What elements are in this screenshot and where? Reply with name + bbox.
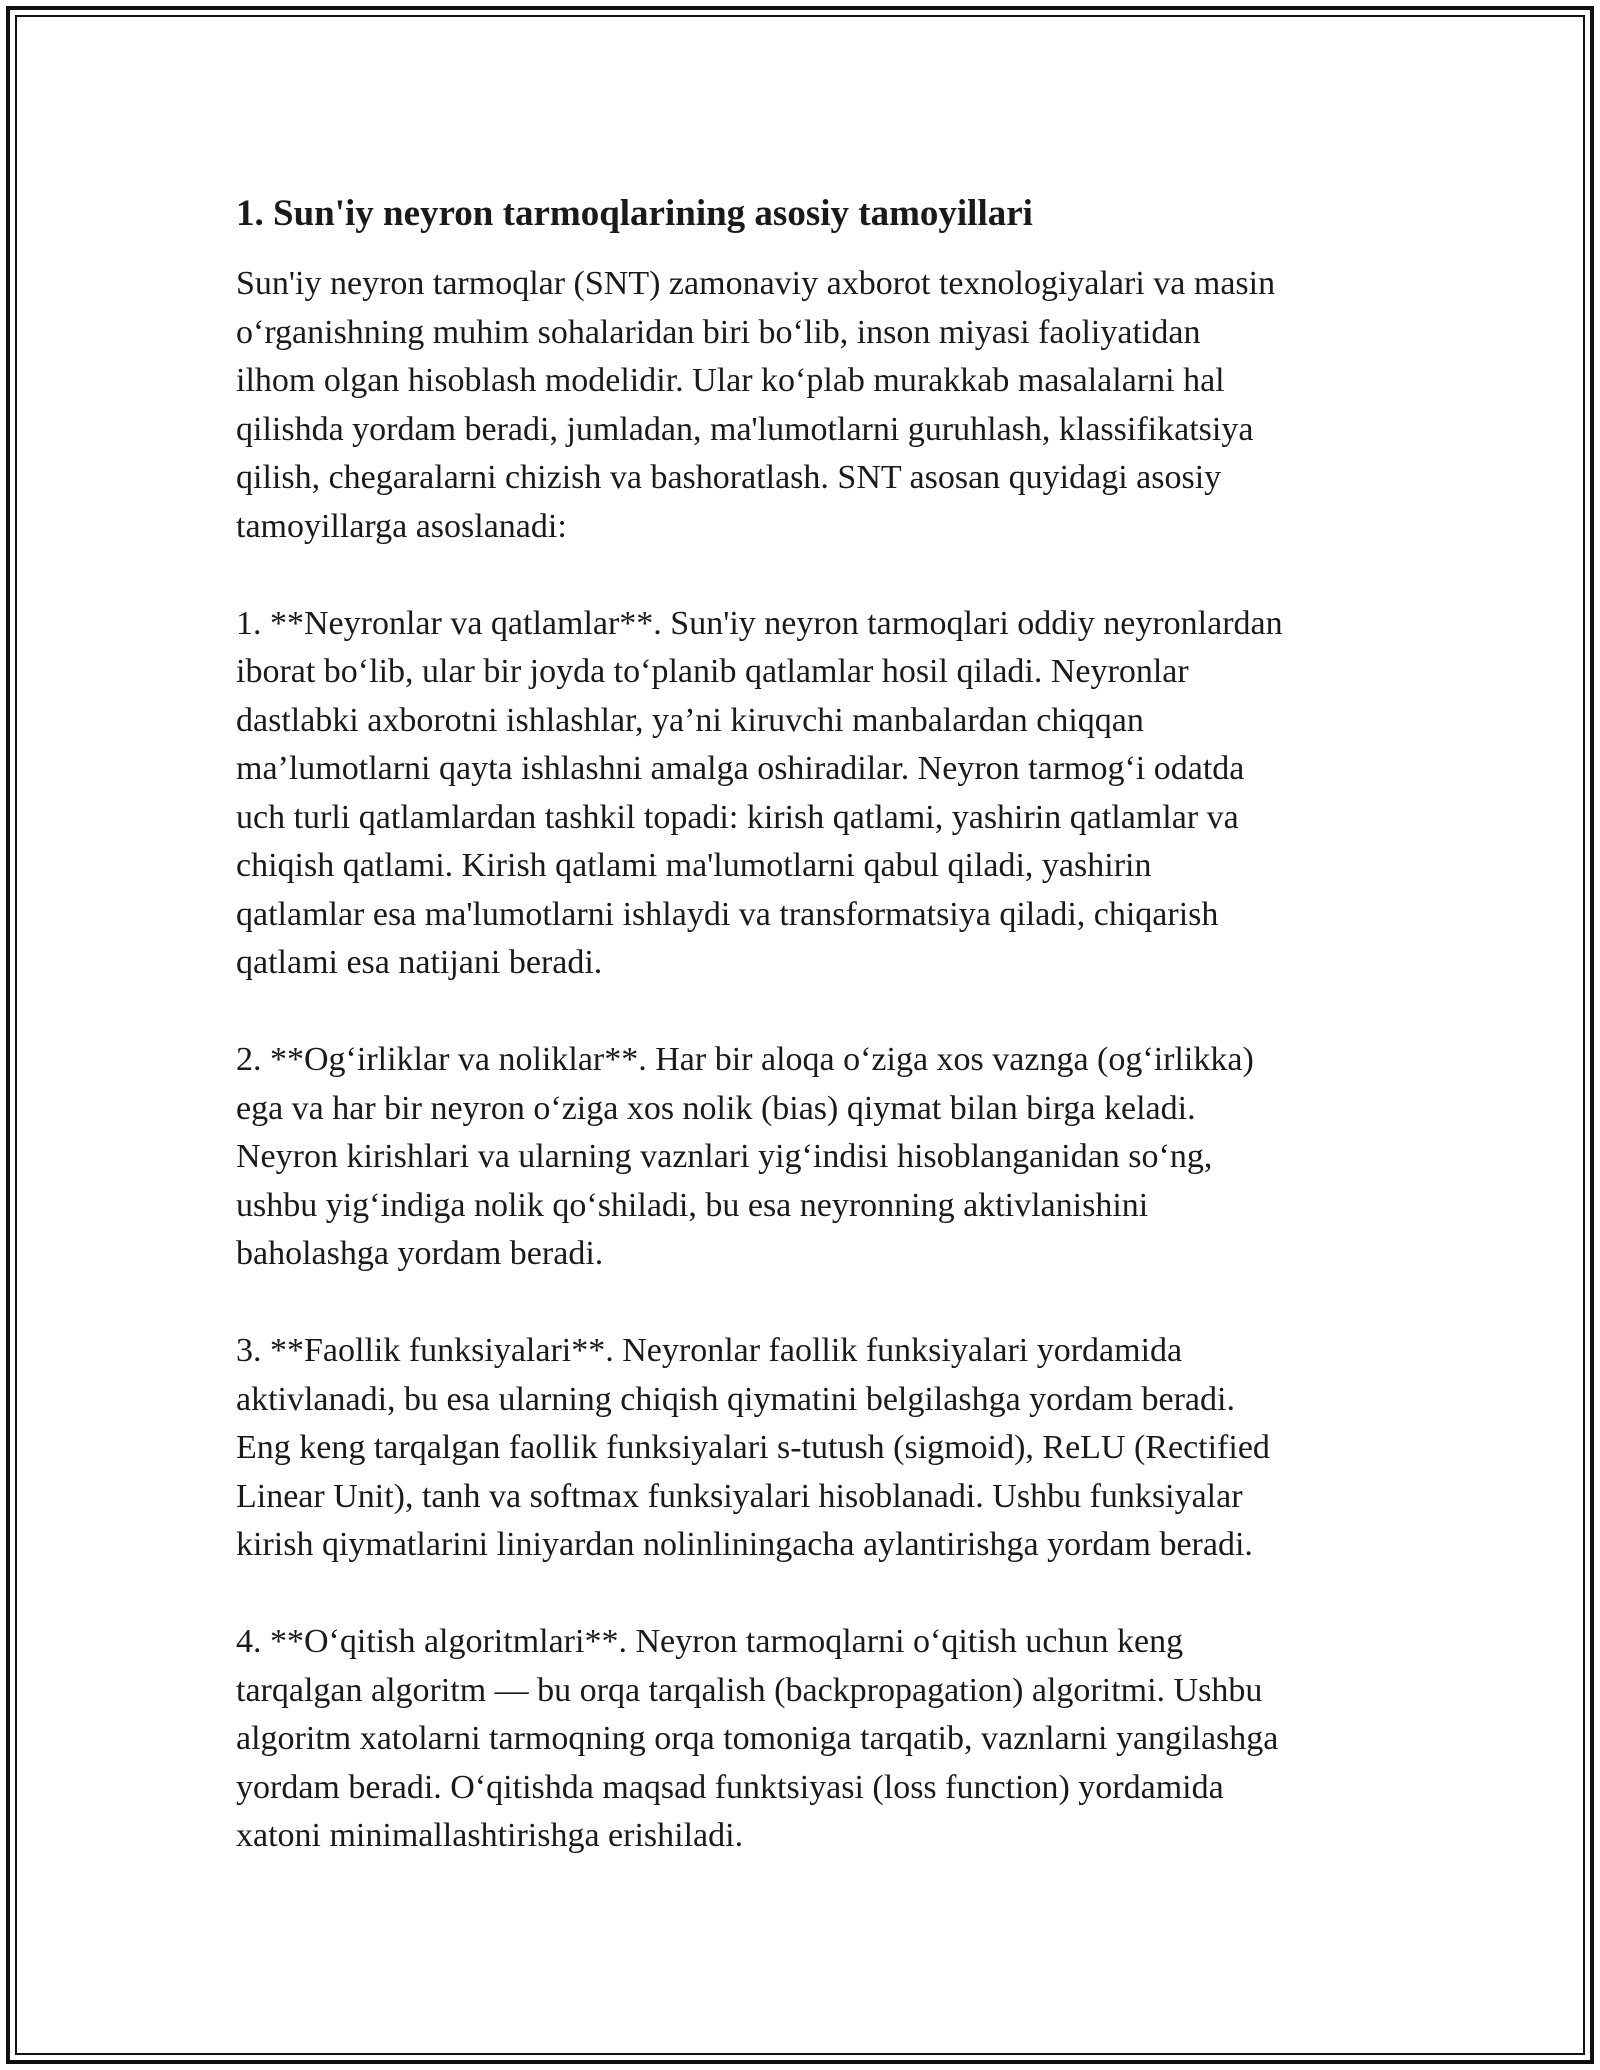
text-line: 3. **Faollik funksiyalari**. Neyronlar faollik funksiyalari yordamida: [236, 1332, 1183, 1369]
text-line: ega va har bir neyron o‘ziga xos nolik (bias) qiymat bilan birga keladi.: [236, 1089, 1196, 1127]
text-line: 2. **Og‘irliklar va noliklar**. Har bir aloqa o‘ziga xos vaznga (og‘irlikka): [236, 1041, 1254, 1078]
text-line: chiqish qatlami. Kirish qatlami ma'lumotlarni qabul qiladi, yashirin: [236, 847, 1152, 884]
text-line: Eng keng tarqalgan faollik funksiyalari s-tutush (sigmoid), ReLU (Rectified: [236, 1429, 1270, 1466]
text-line: tarqalgan algoritm — bu orqa tarqalish (backpropagation) algoritmi. Ushbu: [236, 1671, 1263, 1709]
principle-3-paragraph: [236, 1327, 1386, 1570]
text-line: ilhom olgan hisoblash modelidir. Ular ko‘plab murakkab masalalarni hal: [236, 362, 1225, 399]
principle-4-paragraph: [236, 1618, 1386, 1861]
text-line: o‘rganishning muhim sohalaridan biri bo‘lib, inson miyasi faoliyatidan: [236, 313, 1201, 351]
text-line: iborat bo‘lib, ular bir joyda to‘planib qatlamlar hosil qiladi. Neyronlar: [236, 653, 1189, 690]
intro-paragraph: [236, 260, 1386, 551]
text-line: uch turli qatlamlardan tashkil topadi: kirish qatlami, yashirin qatlamlar va: [236, 798, 1239, 836]
text-line: qatlami esa natijani beradi.: [236, 944, 603, 981]
text-line: aktivlanadi, bu esa ularning chiqish qiymatini belgilashga yordam beradi.: [236, 1380, 1235, 1418]
text-line: kirish qiymatlarini liniyardan nolinliningacha aylantirishga yordam beradi.: [236, 1526, 1253, 1563]
text-line: Sun'iy neyron tarmoqlar (SNT) zamonaviy axborot texnologiyalari va masin: [236, 265, 1276, 302]
text-line: tamoyillarga asoslanadi:: [236, 507, 567, 545]
document-title: 1. Sun'iy neyron tarmoqlarining asosiy tamoyillari: [236, 193, 1033, 234]
text-line: dastlabki axborotni ishlashlar, ya’ni kiruvchi manbalardan chiqqan: [236, 701, 1144, 739]
text-line: xatoni minimallashtirishga erishiladi.: [236, 1817, 744, 1854]
text-line: algoritm xatolarni tarmoqning orqa tomoniga tarqatib, vaznlarni yangilashga: [236, 1720, 1279, 1757]
text-line: yordam beradi. O‘qitishda maqsad funktsiyasi (loss function) yordamida: [236, 1768, 1224, 1806]
text-line: Neyron kirishlari va ularning vaznlari yig‘indisi hisoblanganidan so‘ng,: [236, 1138, 1213, 1175]
text-line: 1. **Neyronlar va qatlamlar**. Sun'iy neyron tarmoqlari oddiy neyronlardan: [236, 604, 1283, 642]
text-line: 4. **O‘qitish algoritmlari**. Neyron tarmoqlarni o‘qitish uchun keng: [236, 1623, 1184, 1660]
text-line: qilishda yordam beradi, jumladan, ma'lumotlarni guruhlash, klassifikatsiya: [236, 410, 1254, 448]
text-line: qilish, chegaralarni chizish va bashoratlash. SNT asosan quyidagi asosiy: [236, 459, 1222, 496]
text-line: Linear Unit), tanh va softmax funksiyalari hisoblanadi. Ushbu funksiyalar: [236, 1477, 1243, 1515]
principle-1-paragraph: [236, 600, 1386, 988]
principle-2-paragraph: [236, 1036, 1386, 1279]
text-line: ma’lumotlarni qayta ishlashni amalga oshiradilar. Neyron tarmog‘i odatda: [236, 750, 1245, 787]
document-body: [236, 190, 1386, 1909]
text-line: ushbu yig‘indiga nolik qo‘shiladi, bu esa neyronning aktivlanishini: [236, 1186, 1149, 1224]
text-line: baholashga yordam beradi.: [236, 1235, 604, 1272]
text-line: qatlamlar esa ma'lumotlarni ishlaydi va transformatsiya qiladi, chiqarish: [236, 895, 1219, 933]
